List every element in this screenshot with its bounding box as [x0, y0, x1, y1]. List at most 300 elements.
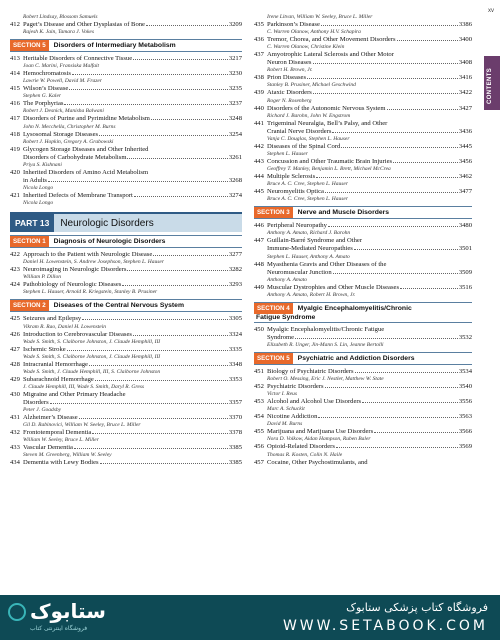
page-ref: 3254	[228, 130, 242, 138]
chapter-number: 426	[10, 330, 20, 338]
dot-leader	[362, 402, 458, 403]
chapter-authors: Victor I. Reus	[267, 391, 297, 398]
chapter-title: Seizures and Epilepsy	[23, 315, 82, 323]
chapter-title: Lysosomal Storage Diseases	[23, 130, 99, 138]
toc-entry[interactable]	[254, 36, 472, 51]
section-2-header	[10, 299, 242, 312]
section-title: Nerve and Muscle Disorders	[297, 209, 390, 217]
part-title: Neurologic Disorders	[60, 217, 154, 229]
chapter-title: Vascular Dementia	[23, 444, 73, 452]
chapter-title-cont: Cranial Nerve Disorders	[267, 127, 332, 135]
page-ref: 3563	[458, 413, 472, 421]
logo-subtitle: فروشگاه اینترنتی کتاب	[30, 625, 88, 632]
chapter-title: Myalgic Encephalomyelitis/Chronic Fatigue	[267, 325, 385, 333]
page-ref: 3445	[458, 142, 472, 150]
dot-leader	[64, 104, 227, 105]
section-tag: SECTION 4	[254, 303, 293, 314]
toc-entry[interactable]	[10, 169, 242, 192]
page-number: xv	[488, 8, 494, 14]
chapter-number: 448	[254, 260, 264, 268]
chapter-title-cont: Disorders of Carbohydrate Metabolism	[23, 153, 127, 161]
section-4-header	[254, 302, 472, 323]
toc-entry[interactable]	[10, 346, 242, 361]
page-ref: 3305	[228, 315, 242, 323]
toc-entry[interactable]	[10, 115, 242, 130]
dot-leader	[153, 255, 228, 256]
left-column	[10, 14, 242, 467]
dot-leader	[387, 109, 458, 110]
chapter-authors: Bruce A. C. Cree, Stephen L. Hauser	[267, 196, 348, 203]
dot-leader	[69, 89, 227, 90]
chapter-number: 445	[254, 188, 264, 196]
chapter-number: 455	[254, 428, 264, 436]
toc-entry[interactable]	[254, 143, 472, 158]
chapter-title: Nicotine Addiction	[267, 413, 318, 421]
chapter-number: 435	[254, 21, 264, 28]
toc-entry[interactable]	[10, 251, 242, 266]
section-tag: SECTION 1	[10, 236, 49, 247]
dot-leader	[146, 25, 228, 26]
toc-entry[interactable]	[10, 55, 242, 70]
dot-leader	[48, 181, 228, 182]
dot-leader	[151, 119, 228, 120]
dot-leader	[127, 270, 227, 271]
chapter-authors: Stephen L. Hauser	[267, 150, 308, 157]
chapter-title: Trigeminal Neuralgia, Bell’s Palsy, and Other	[267, 119, 388, 127]
chapter-title: Approach to the Patient with Neurologic Disease	[23, 251, 153, 259]
section-title-cont: Fatigue Syndrome	[256, 313, 316, 321]
page-ref: 3408	[458, 59, 472, 67]
dot-leader	[325, 192, 458, 193]
chapter-authors: J. Claude Hemphill, III, Wade S. Smith, Daryl R. Gress	[23, 383, 145, 390]
chapter-authors: Robert J. Desnick, Manisha Balwani	[23, 108, 104, 115]
chapter-number: 439	[254, 89, 264, 97]
section-3-header	[254, 206, 472, 219]
chapter-authors: Richard J. Barohn, John W. Engstrom	[267, 112, 351, 119]
chapter-title: Pathobiology of Neurologic Diseases	[23, 281, 122, 289]
dot-leader	[325, 387, 458, 388]
toc-entry[interactable]	[254, 74, 472, 89]
chapter-number: 440	[254, 104, 264, 112]
toc-entry[interactable]	[254, 284, 472, 299]
page-ref: 3534	[458, 367, 472, 375]
toc-entry[interactable]	[254, 237, 472, 260]
toc-entry[interactable]	[254, 326, 472, 349]
toc-entry[interactable]	[10, 70, 242, 85]
toc-entry[interactable]	[254, 413, 472, 428]
chapter-number: 423	[10, 266, 20, 274]
chapter-number: 431	[10, 414, 20, 422]
dot-leader	[400, 288, 458, 289]
section-tag: SECTION 2	[10, 300, 49, 311]
page-ref: 3293	[228, 281, 242, 289]
chapter-title: Alzheimer’s Disease	[23, 414, 78, 422]
chapter-title: Subarachnoid Hemorrhage	[23, 375, 94, 383]
chapter-title: Disorders of the Autonomic Nervous System	[267, 104, 386, 112]
chapter-number: 417	[10, 115, 20, 123]
chapter-number: 419	[10, 145, 20, 153]
chapter-title: Amyotrophic Lateral Sclerosis and Other Motor	[267, 51, 394, 59]
chapter-number: 444	[254, 173, 264, 181]
dot-leader	[341, 147, 458, 148]
page-ref: 3217	[228, 55, 242, 63]
chapter-title: Heritable Disorders of Connective Tissue	[23, 55, 133, 63]
chapter-authors: David M. Burns	[267, 421, 303, 428]
section-tag: SECTION 5	[10, 40, 49, 51]
chapter-title: Wilson’s Disease	[23, 85, 69, 93]
chapter-title: Prion Diseases	[267, 74, 307, 82]
chapter-number: 416	[10, 100, 20, 108]
chapter-title: Glycogen Storage Diseases and Other Inherited	[23, 145, 149, 153]
toc-entry[interactable]	[254, 398, 472, 413]
toc-entry[interactable]	[254, 428, 472, 443]
section-title: Myalgic Encephalomyelitis/Chronic	[297, 304, 412, 312]
page-ref: 3268	[228, 176, 242, 184]
chapter-title: Inherited Disorders of Amino Acid Metabolism	[23, 168, 149, 176]
chapter-title: Neuromyelitis Optica	[267, 188, 324, 196]
page-ref: 3456	[458, 157, 472, 165]
chapter-title: Peripheral Neuropathy	[267, 222, 327, 230]
chapter-title: Disorders of Purine and Pyrimidine Metabolism	[23, 115, 150, 123]
chapter-authors: C. Warren Olanow, Anthony H.V. Schapira	[267, 29, 361, 36]
page-ref: 3462	[458, 173, 472, 181]
chapter-number: 429	[10, 375, 20, 383]
dot-leader	[134, 196, 228, 197]
chapter-number: 434	[10, 459, 20, 467]
section-title: Psychiatric and Addiction Disorders	[297, 354, 415, 362]
dot-leader	[321, 25, 458, 26]
chapter-title-cont: in Adults	[23, 176, 47, 184]
dot-leader	[100, 463, 228, 464]
dot-leader	[122, 285, 227, 286]
chapter-number: 427	[10, 345, 20, 353]
page-ref: 3516	[458, 283, 472, 291]
toc-entry[interactable]	[10, 361, 242, 376]
chapter-title: Tremor, Chorea, and Other Movement Disorders	[267, 36, 396, 44]
toc-entry[interactable]	[10, 146, 242, 169]
page-ref: 3378	[228, 429, 242, 437]
chapter-number: 422	[10, 251, 20, 259]
page-ref: 3436	[458, 127, 472, 135]
dot-leader	[332, 132, 457, 133]
chapter-authors: Elizabeth R. Unger, Jin-Mann S. Lin, Jeanne Bertolli	[267, 341, 384, 348]
toc-entry[interactable]	[10, 266, 242, 281]
part-tag: PART 13	[10, 214, 54, 232]
toc-entry[interactable]	[254, 51, 472, 74]
right-column	[254, 14, 472, 467]
dot-leader	[79, 418, 228, 419]
page-ref: 3237	[228, 100, 242, 108]
page-ref: 3509	[458, 268, 472, 276]
chapter-authors: Roger N. Rosenberg	[267, 97, 312, 104]
dot-leader	[313, 93, 458, 94]
dot-leader	[313, 63, 458, 64]
dot-leader	[92, 433, 228, 434]
chapter-title: The Porphyrias	[23, 100, 64, 108]
chapter-title: Migraine and Other Primary Headache	[23, 390, 126, 398]
section-tag: SECTION 3	[254, 207, 293, 218]
chapter-authors: Peter J. Goadsby	[23, 407, 62, 414]
toc-entry[interactable]	[254, 120, 472, 143]
chapter-title: Intracranial Hemorrhage	[23, 360, 88, 368]
page-ref: 3477	[458, 188, 472, 196]
chapter-number: 451	[254, 367, 264, 375]
dot-leader	[95, 380, 228, 381]
chapter-number: 430	[10, 390, 20, 398]
chapter-authors: Daniel H. Lowenstein, S. Andrew Josephson, Stephen L. Hauser	[23, 259, 165, 266]
dot-leader	[74, 448, 228, 449]
chapter-number: 442	[254, 142, 264, 150]
toc-entry[interactable]	[10, 429, 242, 444]
dot-leader	[82, 319, 228, 320]
toc-entry[interactable]	[10, 414, 242, 429]
toc-entry[interactable]	[254, 443, 472, 458]
dot-leader	[316, 177, 458, 178]
toc-entry[interactable]	[254, 383, 472, 398]
toc-entry[interactable]	[10, 192, 242, 207]
chapter-authors: Wade S. Smith, S. Claiborne Johnston, J. Claude Hemphill, III	[23, 353, 161, 360]
chapter-authors: Nora D. Volkow, Aidan Hampson, Ruben Baler	[267, 436, 371, 443]
chapter-number: 449	[254, 283, 264, 291]
chapter-authors: Anthony A. Amato, Robert H. Brown, Jr.	[267, 291, 356, 298]
page-ref: 3385	[228, 444, 242, 452]
part-13-header	[10, 212, 242, 232]
chapter-number: 457	[254, 458, 264, 466]
page-ref: 3416	[458, 74, 472, 82]
chapter-authors: Steven M. Greenberg, William W. Seeley	[23, 452, 112, 459]
dot-leader	[336, 447, 458, 448]
toc-entry[interactable]	[254, 173, 472, 188]
toc-entry[interactable]	[254, 222, 472, 237]
section-5-psych-header	[254, 352, 472, 365]
dot-leader	[318, 417, 457, 418]
page-ref: 3566	[458, 428, 472, 436]
chapter-number: 418	[10, 130, 20, 138]
logo-text: ستابوک	[30, 599, 106, 623]
chapter-authors: Gil D. Rabinovici, William W. Seeley, Bruce L. Miller	[23, 422, 141, 429]
page-ref: 3370	[228, 414, 242, 422]
page-ref: 3427	[458, 104, 472, 112]
chapter-title: Neuroimaging in Neurologic Disorders	[23, 266, 127, 274]
chapter-authors: C. Warren Olanow, Christine Klein	[267, 44, 345, 51]
chapter-title: Opioid-Related Disorders	[267, 443, 335, 451]
toc-entry[interactable]	[254, 158, 472, 173]
dot-leader	[374, 432, 458, 433]
section-1-header	[10, 235, 242, 248]
dot-leader	[355, 372, 458, 373]
dot-leader	[397, 40, 458, 41]
chapter-number: 454	[254, 413, 264, 421]
page-ref: 3386	[458, 21, 472, 28]
page-ref: 3400	[458, 36, 472, 44]
contents-side-tab[interactable]	[484, 56, 500, 110]
chapter-number: 433	[10, 444, 20, 452]
chapter-title: Inherited Defects of Membrane Transport	[23, 192, 133, 200]
chapter-number: 421	[10, 192, 20, 200]
chapter-title: Biology of Psychiatric Disorders	[267, 367, 354, 375]
chapter-title-cont: Neuron Diseases	[267, 59, 312, 67]
chapter-number: 415	[10, 85, 20, 93]
dot-leader	[133, 59, 228, 60]
toc-entry[interactable]	[10, 444, 242, 459]
chapter-number: 420	[10, 168, 20, 176]
section-title: Diagnosis of Neurologic Disorders	[53, 238, 166, 246]
chapter-authors: Bruce A. C. Cree, Stephen L. Hauser	[267, 181, 348, 188]
chapter-title: Psychiatric Disorders	[267, 383, 324, 391]
page-ref: 3353	[228, 375, 242, 383]
chapter-title-cont: Disorders	[23, 398, 49, 406]
chapter-title: Hemochromatosis	[23, 70, 71, 78]
toc-entry[interactable]	[10, 315, 242, 330]
page-ref: 3480	[458, 222, 472, 230]
chapter-authors: Thomas R. Kosten, Colin N. Haile	[267, 451, 343, 458]
chapter-authors: Marc A. Schuckit	[267, 406, 305, 413]
dot-leader	[72, 74, 228, 75]
page-ref: 3385	[228, 459, 242, 467]
chapter-title: Myasthenia Gravis and Other Diseases of the	[267, 260, 387, 268]
toc-entry[interactable]	[10, 131, 242, 146]
dot-leader	[50, 403, 228, 404]
chapter-authors: Anthony A. Amato, Richard J. Barohn	[267, 230, 351, 237]
dot-leader	[328, 226, 458, 227]
toc-entry[interactable]	[10, 459, 242, 467]
chapter-number: 441	[254, 119, 264, 127]
dot-leader	[67, 350, 228, 351]
toc-entry[interactable]	[254, 188, 472, 203]
section-5-header	[10, 39, 242, 52]
chapter-authors: Wade S. Smith, J. Claude Hemphill, III, S. Claiborne Johnston	[23, 368, 161, 375]
section-tag: SECTION 5	[254, 353, 293, 364]
chapter-number: 437	[254, 51, 264, 59]
chapter-authors: Robert O. Messing, Eric J. Nestler, Matthew W. State	[267, 376, 384, 383]
footer-url[interactable]: WWW.SETABOOK.COM	[282, 618, 488, 634]
dot-leader	[354, 249, 458, 250]
watermark-footer	[0, 595, 500, 640]
chapter-title: Ischemic Stroke	[23, 345, 66, 353]
page-ref: 3501	[458, 245, 472, 253]
chapter-number: 425	[10, 315, 20, 323]
chapter-authors: Nicola Longo	[23, 185, 54, 192]
chapter-title: Marijuana and Marijuana Use Disorders	[267, 428, 374, 436]
chapter-title: Frontotemporal Dementia	[23, 429, 92, 437]
setabook-logo	[8, 597, 118, 637]
chapter-number: 450	[254, 325, 264, 333]
side-tab-label: CONTENTS	[487, 67, 493, 104]
dot-leader	[133, 335, 228, 336]
chapter-number: 453	[254, 398, 264, 406]
page-ref: 3532	[458, 333, 472, 341]
toc-entry[interactable]	[10, 85, 242, 100]
chapter-authors: Stephen G. Kaler	[23, 93, 62, 100]
page-ref: 3324	[228, 330, 242, 338]
chapter-authors: Stephen L. Hauser, Anthony A. Amato	[267, 253, 350, 260]
chapter-number: 428	[10, 360, 20, 368]
page-ref: 3235	[228, 85, 242, 93]
chapter-authors: Geoffrey T. Manley, Benjamin L. Brett, Michael McCrea	[267, 166, 391, 173]
chapter-number: 443	[254, 157, 264, 165]
chapter-authors: Joan C. Marini, Fransiska Malfait	[23, 63, 100, 70]
page-ref: 3274	[228, 192, 242, 200]
chapter-authors: Stephen L. Hauser, Arnold R. Kriegstein, Stanley B. Prusiner	[23, 289, 158, 296]
toc-entry[interactable]	[254, 21, 472, 36]
page-ref: 3277	[228, 251, 242, 259]
section-title: Disorders of Intermediary Metabolism	[53, 42, 176, 50]
footer-title: فروشگاه کتاب پزشکی ستابوک	[346, 601, 488, 614]
toc-entry[interactable]	[10, 391, 242, 414]
dot-leader	[307, 78, 458, 79]
toc-entry[interactable]	[10, 331, 242, 346]
toc-entry[interactable]	[254, 89, 472, 104]
section-title: Diseases of the Central Nervous System	[53, 302, 184, 310]
chapter-authors: John N. Mecchella, Christopher M. Burns	[23, 123, 116, 130]
chapter-authors: Nicola Longo	[23, 200, 54, 207]
page-ref: 3335	[228, 345, 242, 353]
dot-leader	[295, 338, 458, 339]
toc-entry[interactable]	[254, 368, 472, 383]
toc-entry[interactable]	[254, 261, 472, 284]
chapter-authors: Vikram R. Rao, Daniel H. Lowenstein	[23, 323, 106, 330]
page-ref: 3261	[228, 153, 242, 161]
chapter-number: 432	[10, 429, 20, 437]
chapter-authors: William P. Dillon	[23, 274, 61, 281]
chapter-number: 446	[254, 222, 264, 230]
chapter-title: Introduction to Cerebrovascular Diseases	[23, 330, 132, 338]
chapter-authors: Stanley B. Prusiner, Michael Geschwind	[267, 82, 356, 89]
chapter-number: 447	[254, 237, 264, 245]
chapter-number: 424	[10, 281, 20, 289]
chapter-title: Alcohol and Alcohol Use Disorders	[267, 398, 362, 406]
page-ref: 3209	[228, 21, 242, 28]
chapter-title: Dementia with Lewy Bodies	[23, 459, 99, 467]
chapter-number: 436	[254, 36, 264, 44]
page-ref: 3248	[228, 115, 242, 123]
chapter-authors: Anthony A. Amato	[267, 276, 307, 283]
toc-entry[interactable]	[10, 21, 242, 36]
chapter-title-cont: Neuromuscular Junction	[267, 268, 332, 276]
chapter-number: 414	[10, 70, 20, 78]
chapter-number: 412	[10, 21, 20, 28]
chapter-number: 456	[254, 443, 264, 451]
chapter-authors: Lawrie W. Powell, David M. Frazer	[23, 78, 102, 85]
chapter-number: 452	[254, 383, 264, 391]
chapter-authors: Vanja C. Douglas, Stephen L. Hauser	[267, 135, 350, 142]
chapter-number: 413	[10, 55, 20, 63]
chapter-authors: William W. Seeley, Bruce L. Miller	[23, 437, 99, 444]
page-ref: 3556	[458, 398, 472, 406]
chapter-title-cont: Immune-Mediated Neuropathies	[267, 245, 353, 253]
chapter-title: Multiple Sclerosis	[267, 173, 316, 181]
chapter-authors: Robert H. Brown, Jr.	[267, 67, 313, 74]
dot-leader	[333, 273, 458, 274]
page-ref: 3422	[458, 89, 472, 97]
chapter-title: Ataxic Disorders	[267, 89, 312, 97]
top-authors: Robert Lindsay, Blossom Samuels	[23, 14, 98, 20]
toc-entry[interactable]	[10, 376, 242, 391]
chapter-number: 438	[254, 74, 264, 82]
chapter-title: Guillain-Barré Syndrome and Other	[267, 237, 363, 245]
chapter-authors: Robert J. Hopkin, Gregory A. Grabowski	[23, 138, 114, 145]
toc-entry[interactable]	[254, 459, 472, 467]
chapter-title: Cocaine, Other Psychostimulants, and	[267, 458, 368, 466]
page-ref: 3230	[228, 70, 242, 78]
page-ref: 3540	[458, 383, 472, 391]
chapter-title: Diseases of the Spinal Cord	[267, 142, 341, 150]
chapter-title: Concussion and Other Traumatic Brain Injuries	[267, 157, 393, 165]
toc-entry[interactable]	[10, 281, 242, 296]
toc-entry[interactable]	[254, 105, 472, 120]
toc-entry[interactable]	[10, 100, 242, 115]
top-authors: Irene Litvan, William W. Seeley, Bruce L. Miller	[267, 14, 373, 20]
